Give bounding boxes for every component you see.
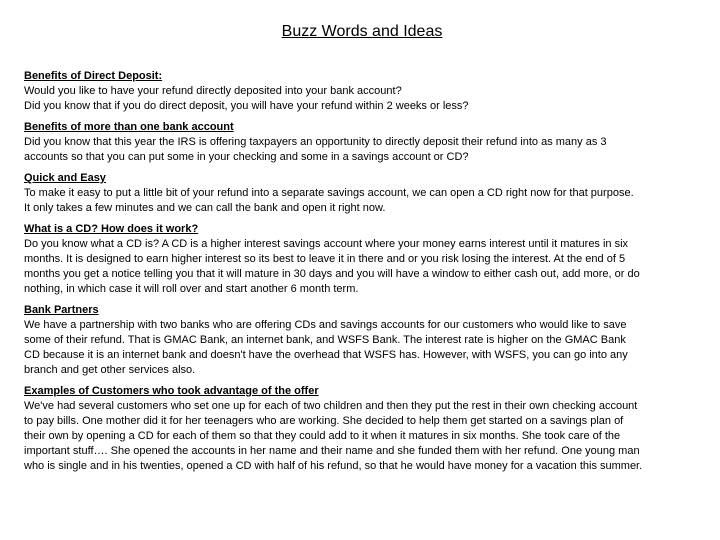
section-heading: Quick and Easy	[24, 172, 106, 184]
body-line: It only takes a few minutes and we can call the bank and open it right now.	[24, 202, 386, 214]
section-heading: Benefits of Direct Deposit:	[24, 70, 163, 82]
body-line: to pay bills. One mother did it for her teenagers who are working. She decided to help them get started on a savings plan of	[24, 415, 624, 427]
body-line: To make it easy to put a little bit of your refund into a separate savings account, we can open a CD right now for that purpose.	[24, 187, 634, 199]
body-line: who is single and in his twenties, opened a CD with half of his refund, so that he would have money for a vacation this summer.	[24, 460, 643, 472]
body-line: nothing, in which case it will roll over and start another 6 month term.	[24, 283, 359, 295]
document-page	[24, 22, 700, 480]
section-customer-examples	[24, 384, 700, 474]
body-line: Did you know that if you do direct deposit, you will have your refund within 2 weeks or less?	[24, 100, 469, 112]
section-bank-partners	[24, 303, 700, 378]
section-heading: Examples of Customers who took advantage of the offer	[24, 385, 319, 397]
body-line: months. It is designed to earn higher interest so its best to leave it in there and or you risk losing the interest. At the end of 5	[24, 253, 626, 265]
body-line: months you get a notice telling you that it will mature in 30 days and you will have a window to either cash out, add more, or do	[24, 268, 640, 280]
body-line: We've had several customers who set one up for each of two children and then they put the rest in their own checking account	[24, 400, 638, 412]
body-line: Did you know that this year the IRS is offering taxpayers an opportunity to directly deposit their refund into as many as 3	[24, 136, 607, 148]
section-multiple-accounts	[24, 120, 700, 165]
body-line: their own by opening a CD for each of them so that they could add to it when it matures in six months. She took care of the	[24, 430, 621, 442]
body-line: some of their refund. That is GMAC Bank, an internet bank, and WSFS Bank. The interest rate is higher on the GMAC Bank	[24, 334, 626, 346]
section-what-is-cd	[24, 222, 700, 297]
section-heading: What is a CD? How does it work?	[24, 223, 199, 235]
body-line: Do you know what a CD is? A CD is a higher interest savings account where your money earns interest until it matures in six	[24, 238, 629, 250]
section-quick-and-easy	[24, 171, 700, 216]
section-direct-deposit	[24, 69, 700, 114]
page-title: Buzz Words and Ideas	[281, 23, 443, 40]
body-line: accounts so that you can put some in your checking and some in a savings account or CD?	[24, 151, 469, 163]
body-line: We have a partnership with two banks who are offering CDs and savings accounts for our customers who would like to save	[24, 319, 627, 331]
body-line: branch and get other services also.	[24, 364, 196, 376]
section-heading: Bank Partners	[24, 304, 99, 316]
body-line: important stuff…. She opened the accounts in her name and their name and she funded them with her refund. One young man	[24, 445, 640, 457]
body-line: CD because it is an internet bank and doesn't have the overhead that WSFS has. However, with WSFS, you can go into any	[24, 349, 628, 361]
section-heading: Benefits of more than one bank account	[24, 121, 234, 133]
body-line: Would you like to have your refund directly deposited into your bank account?	[24, 85, 402, 97]
